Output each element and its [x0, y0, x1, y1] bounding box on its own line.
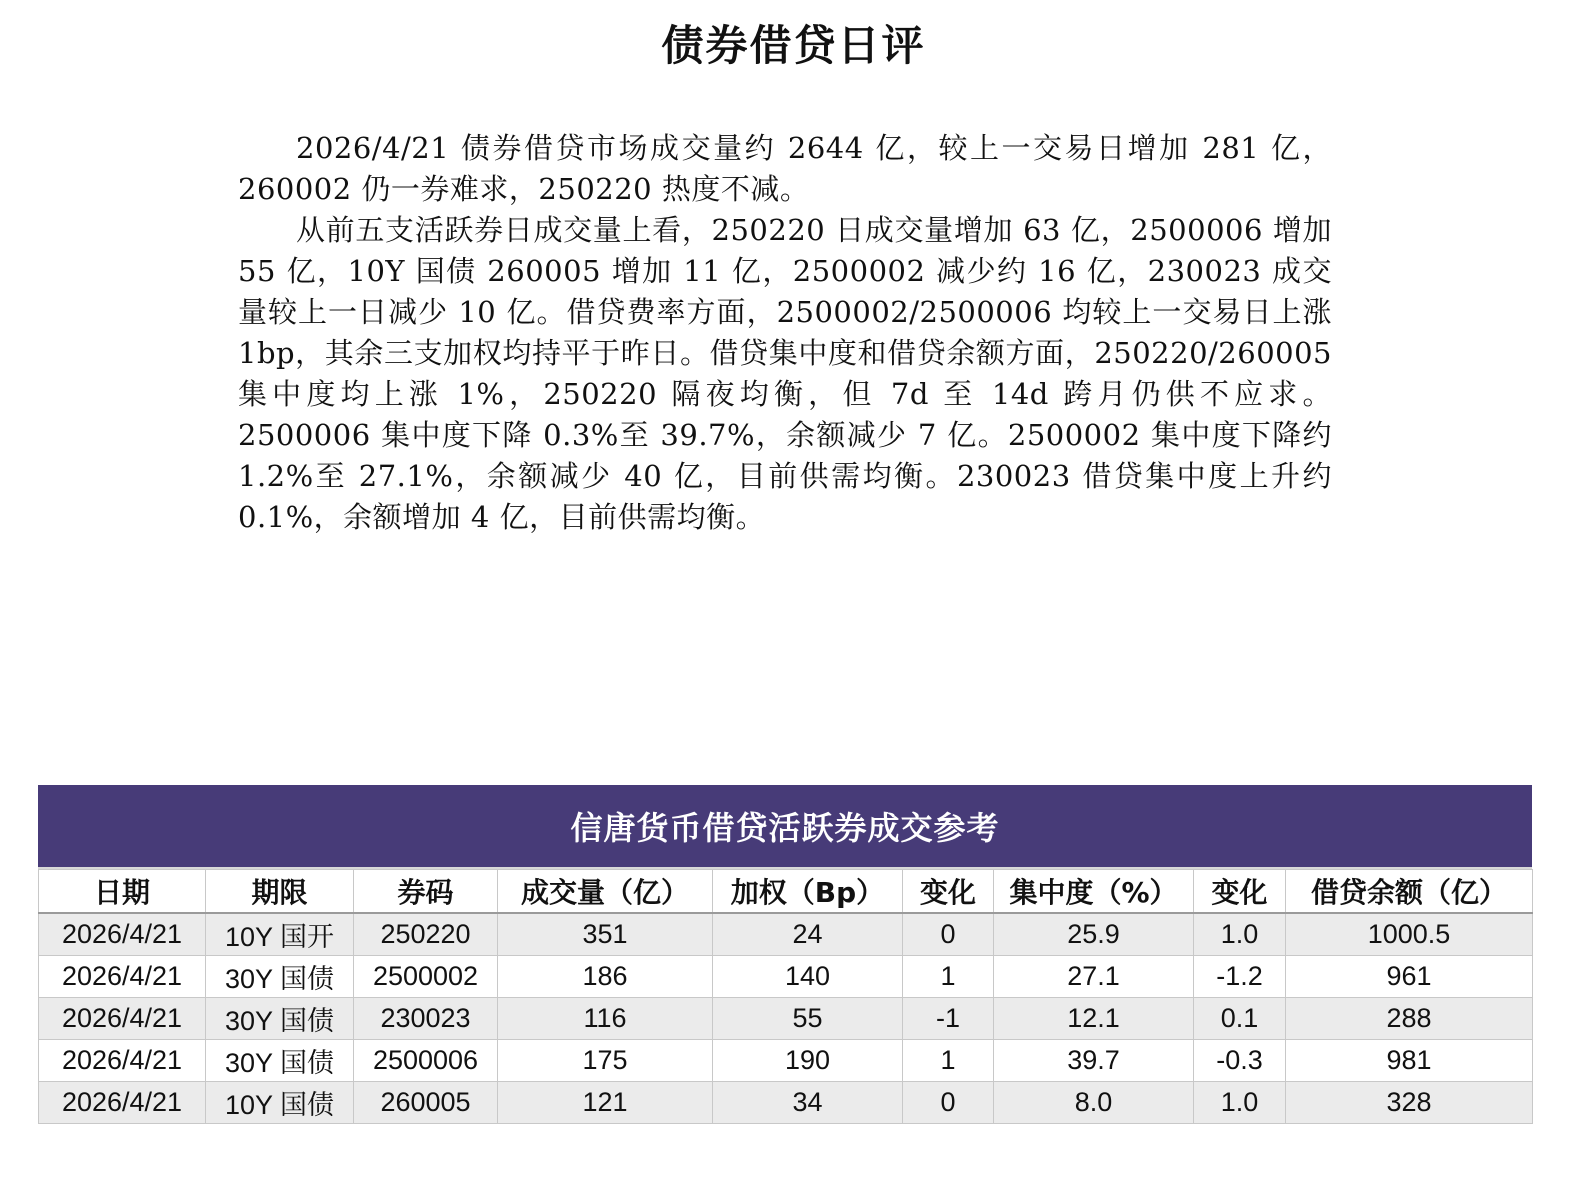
- cell-weighted-rate: 140: [713, 956, 903, 998]
- cell-weighted-rate: 55: [713, 998, 903, 1040]
- column-header-weighted-rate: 加权（Bp）: [713, 870, 903, 914]
- cell-tenor: 10Y 国开: [206, 913, 354, 956]
- cell-rate-change: -1: [903, 998, 994, 1040]
- cell-date: 2026/4/21: [39, 913, 206, 956]
- column-header-date: 日期: [39, 870, 206, 914]
- cell-volume: 351: [498, 913, 713, 956]
- cell-concentration-change: -1.2: [1194, 956, 1286, 998]
- cell-bond-code: 260005: [354, 1082, 498, 1124]
- cell-weighted-rate: 190: [713, 1040, 903, 1082]
- cell-volume: 121: [498, 1082, 713, 1124]
- commentary-paragraph-1: 2026/4/21 债券借贷市场成交量约 2644 亿，较上一交易日增加 281 亿，260002 仍一券难求，250220 热度不减。: [238, 131, 1332, 206]
- cell-date: 2026/4/21: [39, 956, 206, 998]
- table-row: [39, 913, 1533, 956]
- cell-concentration: 8.0: [994, 1082, 1194, 1124]
- column-header-concentration-change: 变化: [1194, 870, 1286, 914]
- cell-concentration-change: 0.1: [1194, 998, 1286, 1040]
- cell-volume: 175: [498, 1040, 713, 1082]
- column-header-bond-code: 券码: [354, 870, 498, 914]
- cell-tenor: 30Y 国债: [206, 1040, 354, 1082]
- table-row: [39, 1082, 1533, 1124]
- table-row: [39, 1040, 1533, 1082]
- cell-rate-change: 1: [903, 956, 994, 998]
- column-header-lending-balance: 借贷余额（亿）: [1286, 870, 1533, 914]
- cell-date: 2026/4/21: [39, 1082, 206, 1124]
- table-title: 信唐货币借贷活跃券成交参考: [38, 785, 1532, 869]
- cell-tenor: 30Y 国债: [206, 956, 354, 998]
- cell-rate-change: 0: [903, 913, 994, 956]
- column-header-concentration: 集中度（%）: [994, 870, 1194, 914]
- cell-concentration-change: 1.0: [1194, 1082, 1286, 1124]
- cell-lending-balance: 981: [1286, 1040, 1533, 1082]
- cell-concentration: 12.1: [994, 998, 1194, 1040]
- cell-concentration-change: 1.0: [1194, 913, 1286, 956]
- cell-date: 2026/4/21: [39, 998, 206, 1040]
- cell-rate-change: 0: [903, 1082, 994, 1124]
- cell-concentration-change: -0.3: [1194, 1040, 1286, 1082]
- cell-weighted-rate: 24: [713, 913, 903, 956]
- table-row: [39, 956, 1533, 998]
- cell-bond-code: 250220: [354, 913, 498, 956]
- active-bonds-table: [38, 869, 1533, 1124]
- cell-lending-balance: 961: [1286, 956, 1533, 998]
- cell-tenor: 10Y 国债: [206, 1082, 354, 1124]
- commentary-paragraph-2: 从前五支活跃券日成交量上看，250220 日成交量增加 63 亿，2500006 增加 55 亿，10Y 国债 260005 增加 11 亿，2500002 减少约 16 亿，230023 成交量较上一日减少 10 亿。借贷费率方面，2500002/2500006 均较上一交易日上涨 1bp，其余三支加权均持平于昨日。借贷集中度和借贷余额方面，250220/260005 集中度均上涨 1%，250220 隔夜均衡，但 7d 至 14d 跨月仍供不应求。2500006 集中度下降 0.3%至 39.7%，余额减少 7 亿。2500002 集中度下降约 1.2%至 27.1%，余额减少 40 亿，目前供需均衡。230023 借贷集中度上升约 0.1%，余额增加 4 亿，目前供需均衡。: [238, 213, 1332, 534]
- cell-weighted-rate: 34: [713, 1082, 903, 1124]
- bond-lending-table: [38, 785, 1532, 1124]
- page-title: 债券借贷日评: [661, 21, 926, 70]
- cell-lending-balance: 1000.5: [1286, 913, 1533, 956]
- cell-lending-balance: 328: [1286, 1082, 1533, 1124]
- cell-volume: 116: [498, 998, 713, 1040]
- cell-bond-code: 2500002: [354, 956, 498, 998]
- cell-bond-code: 230023: [354, 998, 498, 1040]
- cell-date: 2026/4/21: [39, 1040, 206, 1082]
- cell-concentration: 25.9: [994, 913, 1194, 956]
- column-header-tenor: 期限: [206, 870, 354, 914]
- table-header-row: [39, 870, 1533, 914]
- cell-bond-code: 2500006: [354, 1040, 498, 1082]
- column-header-rate-change: 变化: [903, 870, 994, 914]
- cell-lending-balance: 288: [1286, 998, 1533, 1040]
- cell-volume: 186: [498, 956, 713, 998]
- cell-rate-change: 1: [903, 1040, 994, 1082]
- commentary: [238, 128, 1332, 538]
- cell-concentration: 39.7: [994, 1040, 1194, 1082]
- column-header-volume: 成交量（亿）: [498, 870, 713, 914]
- cell-concentration: 27.1: [994, 956, 1194, 998]
- table-row: [39, 998, 1533, 1040]
- cell-tenor: 30Y 国债: [206, 998, 354, 1040]
